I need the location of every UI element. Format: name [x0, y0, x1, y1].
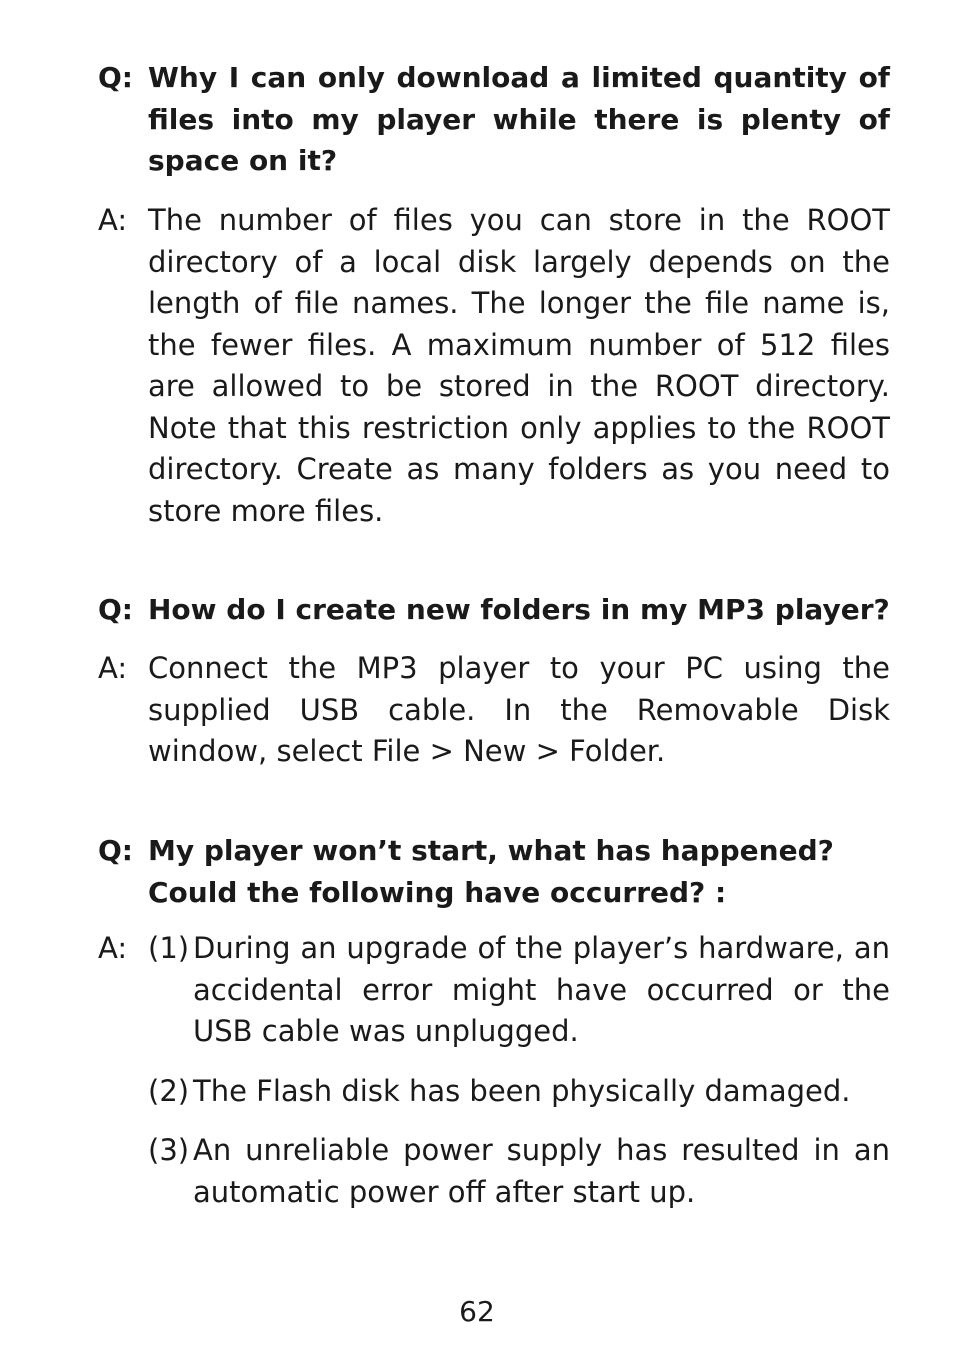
question-marker: Q: [98, 61, 133, 94]
question-marker: Q: [98, 593, 133, 626]
list-item-number: (2) [148, 1073, 190, 1108]
question-text [148, 830, 890, 913]
answer-1 [98, 200, 890, 532]
list-item [148, 1130, 890, 1213]
answer-2 [98, 648, 890, 773]
answer-marker: A: [98, 651, 128, 685]
list-item [148, 928, 890, 1053]
answer-list [148, 928, 890, 1213]
list-item-text: An unreliable power supply has resulted in an automatic power off after start up. [193, 1133, 890, 1209]
answer-text: Connect the MP3 player to your PC using the supplied USB cable. In the Removable Disk window, select File > New > Folder. [148, 651, 890, 768]
list-item-number: (3) [148, 1133, 190, 1167]
list-item-text: During an upgrade of the player’s hardware, an accidental error might have occurred or the USB cable was unplugged. [193, 931, 890, 1048]
list-item-number: (1) [148, 931, 190, 965]
list-item-text: The Flash disk has been physically damaged. [193, 1073, 851, 1108]
question-marker: Q: [98, 834, 133, 867]
answer-marker: A: [98, 931, 128, 965]
question-2 [98, 589, 890, 631]
question-line-1: My player won’t start, what has happened? [148, 834, 834, 867]
question-line-2: Could the following have occurred? : [148, 875, 727, 909]
answer-3 [98, 928, 890, 1213]
answer-marker: A: [98, 203, 128, 237]
question-text: Why I can only download a limited quantity of files into my player while there is plenty of space on it? [148, 61, 890, 177]
page-number: 62 [459, 1295, 495, 1328]
question-text: How do I create new folders in my MP3 player? [148, 593, 890, 626]
answer-text: The number of files you can store in the ROOT directory of a local disk largely depends on the length of file names. The longer the file name is, the fewer files. A maximum number of 512 files are allowed to be stored in the ROOT directory. Note that this restriction only applies to the ROOT directory. Create as many folders as you need to store more files. [148, 203, 890, 528]
list-item [148, 1071, 890, 1113]
question-3 [98, 830, 890, 913]
question-1 [98, 57, 890, 182]
